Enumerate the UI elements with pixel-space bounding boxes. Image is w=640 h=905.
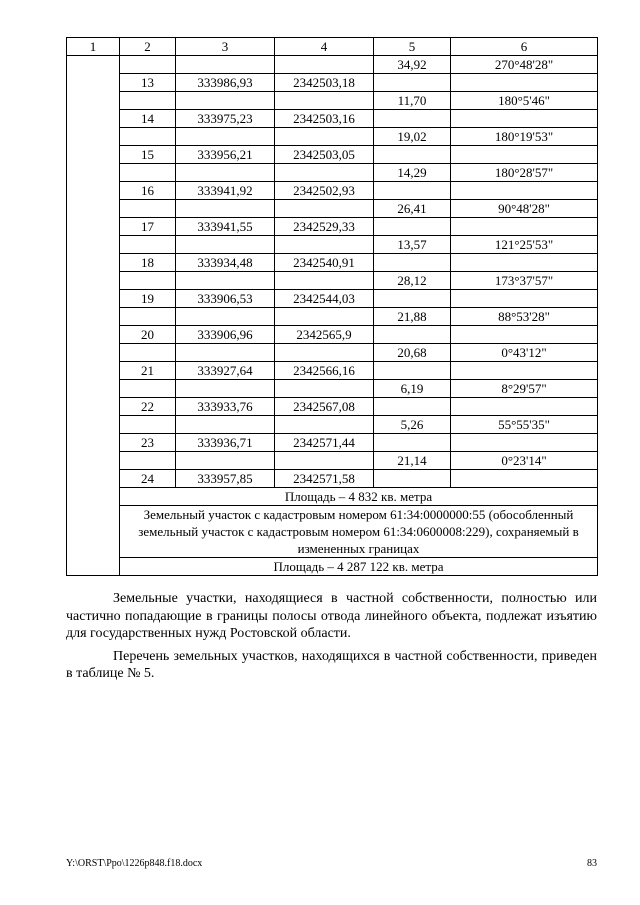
y-coordinate-cell: 2342544,03 bbox=[275, 290, 374, 308]
y-coordinate-cell bbox=[275, 128, 374, 146]
segment-length-cell: 5,26 bbox=[374, 416, 451, 434]
header-cell: 1 bbox=[67, 38, 120, 56]
y-coordinate-cell bbox=[275, 272, 374, 290]
header-cell: 5 bbox=[374, 38, 451, 56]
segment-length-cell: 6,19 bbox=[374, 380, 451, 398]
x-coordinate-cell: 333941,55 bbox=[176, 218, 275, 236]
y-coordinate-cell: 2342503,18 bbox=[275, 74, 374, 92]
x-coordinate-cell: 333941,92 bbox=[176, 182, 275, 200]
direction-angle-cell: 55°55'35" bbox=[451, 416, 598, 434]
coordinates-table bbox=[66, 37, 598, 576]
header-row bbox=[67, 38, 598, 56]
y-coordinate-cell: 2342566,16 bbox=[275, 362, 374, 380]
parcel-note-row bbox=[67, 506, 598, 558]
segment-row bbox=[67, 416, 598, 434]
segment-row bbox=[67, 272, 598, 290]
point-number-cell: 21 bbox=[120, 362, 176, 380]
direction-angle-cell bbox=[451, 470, 598, 488]
point-row bbox=[67, 470, 598, 488]
segment-length-cell bbox=[374, 434, 451, 452]
segment-length-cell: 21,88 bbox=[374, 308, 451, 326]
segment-length-cell: 20,68 bbox=[374, 344, 451, 362]
point-number-cell: 19 bbox=[120, 290, 176, 308]
segment-length-cell bbox=[374, 470, 451, 488]
column1-cell bbox=[67, 56, 120, 576]
direction-angle-cell: 180°5'46" bbox=[451, 92, 598, 110]
point-row bbox=[67, 362, 598, 380]
header-cell: 6 bbox=[451, 38, 598, 56]
direction-angle-cell: 173°37'57" bbox=[451, 272, 598, 290]
y-coordinate-cell: 2342571,44 bbox=[275, 434, 374, 452]
x-coordinate-cell bbox=[176, 200, 275, 218]
point-number-cell bbox=[120, 308, 176, 326]
direction-angle-cell bbox=[451, 110, 598, 128]
direction-angle-cell bbox=[451, 74, 598, 92]
point-row bbox=[67, 398, 598, 416]
y-coordinate-cell: 2342571,58 bbox=[275, 470, 374, 488]
segment-length-cell: 28,12 bbox=[374, 272, 451, 290]
paragraph: Земельные участки, находящиеся в частной собственности, полностью или частично попадающие в границы полосы отвода линейного объекта, подлежат изъятию для государственных нужд Ростовской области. bbox=[66, 591, 597, 641]
point-number-cell: 20 bbox=[120, 326, 176, 344]
direction-angle-cell bbox=[451, 182, 598, 200]
x-coordinate-cell bbox=[176, 272, 275, 290]
x-coordinate-cell: 333956,21 bbox=[176, 146, 275, 164]
point-number-cell bbox=[120, 344, 176, 362]
page-footer bbox=[66, 858, 597, 869]
segment-row bbox=[67, 380, 598, 398]
segment-length-cell: 34,92 bbox=[374, 56, 451, 74]
segment-length-cell bbox=[374, 254, 451, 272]
direction-angle-cell: 0°23'14" bbox=[451, 452, 598, 470]
direction-angle-cell: 270°48'28" bbox=[451, 56, 598, 74]
x-coordinate-cell: 333906,96 bbox=[176, 326, 275, 344]
point-row bbox=[67, 434, 598, 452]
x-coordinate-cell bbox=[176, 452, 275, 470]
point-number-cell bbox=[120, 56, 176, 74]
y-coordinate-cell bbox=[275, 416, 374, 434]
point-number-cell: 24 bbox=[120, 470, 176, 488]
area-cell: Площадь – 4 287 122 кв. метра bbox=[120, 558, 598, 576]
x-coordinate-cell: 333986,93 bbox=[176, 74, 275, 92]
point-row bbox=[67, 110, 598, 128]
segment-row bbox=[67, 308, 598, 326]
point-number-cell: 14 bbox=[120, 110, 176, 128]
y-coordinate-cell bbox=[275, 164, 374, 182]
segment-length-cell: 26,41 bbox=[374, 200, 451, 218]
point-number-cell bbox=[120, 452, 176, 470]
y-coordinate-cell bbox=[275, 200, 374, 218]
segment-length-cell: 13,57 bbox=[374, 236, 451, 254]
x-coordinate-cell: 333957,85 bbox=[176, 470, 275, 488]
point-number-cell bbox=[120, 128, 176, 146]
direction-angle-cell bbox=[451, 326, 598, 344]
segment-length-cell bbox=[374, 326, 451, 344]
area-cell: Площадь – 4 832 кв. метра bbox=[120, 488, 598, 506]
x-coordinate-cell bbox=[176, 308, 275, 326]
direction-angle-cell: 180°19'53" bbox=[451, 128, 598, 146]
x-coordinate-cell: 333936,71 bbox=[176, 434, 275, 452]
point-number-cell: 17 bbox=[120, 218, 176, 236]
direction-angle-cell: 121°25'53" bbox=[451, 236, 598, 254]
point-number-cell bbox=[120, 164, 176, 182]
segment-row bbox=[67, 128, 598, 146]
point-number-cell bbox=[120, 380, 176, 398]
header-cell: 2 bbox=[120, 38, 176, 56]
point-row bbox=[67, 182, 598, 200]
paragraph: Перечень земельных участков, находящихся в частной собственности, приведен в таблице № 5. bbox=[66, 648, 597, 681]
point-row bbox=[67, 290, 598, 308]
x-coordinate-cell: 333975,23 bbox=[176, 110, 275, 128]
direction-angle-cell bbox=[451, 218, 598, 236]
direction-angle-cell bbox=[451, 254, 598, 272]
segment-length-cell: 21,14 bbox=[374, 452, 451, 470]
segment-length-cell: 19,02 bbox=[374, 128, 451, 146]
y-coordinate-cell: 2342565,9 bbox=[275, 326, 374, 344]
point-row bbox=[67, 254, 598, 272]
segment-row bbox=[67, 236, 598, 254]
x-coordinate-cell bbox=[176, 92, 275, 110]
point-number-cell: 22 bbox=[120, 398, 176, 416]
direction-angle-cell bbox=[451, 398, 598, 416]
direction-angle-cell: 88°53'28" bbox=[451, 308, 598, 326]
y-coordinate-cell bbox=[275, 308, 374, 326]
segment-row bbox=[67, 200, 598, 218]
point-row bbox=[67, 146, 598, 164]
point-number-cell: 18 bbox=[120, 254, 176, 272]
y-coordinate-cell bbox=[275, 452, 374, 470]
y-coordinate-cell: 2342502,93 bbox=[275, 182, 374, 200]
header-cell: 3 bbox=[176, 38, 275, 56]
footer-file-path: Y:\ORST\Ppo\1226p848.f18.docx bbox=[66, 858, 203, 869]
point-number-cell bbox=[120, 200, 176, 218]
segment-length-cell bbox=[374, 182, 451, 200]
area-row bbox=[67, 488, 598, 506]
y-coordinate-cell bbox=[275, 236, 374, 254]
y-coordinate-cell: 2342529,33 bbox=[275, 218, 374, 236]
area-row bbox=[67, 558, 598, 576]
point-number-cell: 15 bbox=[120, 146, 176, 164]
y-coordinate-cell bbox=[275, 380, 374, 398]
segment-length-cell bbox=[374, 398, 451, 416]
point-row bbox=[67, 326, 598, 344]
direction-angle-cell bbox=[451, 290, 598, 308]
segment-length-cell bbox=[374, 362, 451, 380]
parcel-note-cell: Земельный участок с кадастровым номером 61:34:0000000:55 (обособленный земельный участок с кадастровым номером 61:34:0600008:229), сохраняемый в измененных границах bbox=[120, 506, 598, 558]
direction-angle-cell bbox=[451, 146, 598, 164]
x-coordinate-cell bbox=[176, 344, 275, 362]
segment-row bbox=[67, 92, 598, 110]
segment-length-cell bbox=[374, 146, 451, 164]
point-number-cell: 13 bbox=[120, 74, 176, 92]
y-coordinate-cell: 2342540,91 bbox=[275, 254, 374, 272]
segment-length-cell bbox=[374, 74, 451, 92]
x-coordinate-cell: 333927,64 bbox=[176, 362, 275, 380]
x-coordinate-cell bbox=[176, 164, 275, 182]
point-number-cell: 23 bbox=[120, 434, 176, 452]
point-row bbox=[67, 218, 598, 236]
point-number-cell bbox=[120, 92, 176, 110]
y-coordinate-cell: 2342503,16 bbox=[275, 110, 374, 128]
direction-angle-cell: 8°29'57" bbox=[451, 380, 598, 398]
y-coordinate-cell bbox=[275, 56, 374, 74]
x-coordinate-cell bbox=[176, 416, 275, 434]
point-number-cell bbox=[120, 416, 176, 434]
header-cell: 4 bbox=[275, 38, 374, 56]
x-coordinate-cell bbox=[176, 56, 275, 74]
x-coordinate-cell bbox=[176, 128, 275, 146]
direction-angle-cell: 0°43'12" bbox=[451, 344, 598, 362]
coordinates-table-body bbox=[67, 38, 598, 576]
point-number-cell bbox=[120, 272, 176, 290]
direction-angle-cell: 90°48'28" bbox=[451, 200, 598, 218]
segment-length-cell: 14,29 bbox=[374, 164, 451, 182]
direction-angle-cell bbox=[451, 434, 598, 452]
segment-row bbox=[67, 164, 598, 182]
page-number: 83 bbox=[587, 858, 597, 869]
x-coordinate-cell bbox=[176, 380, 275, 398]
x-coordinate-cell: 333906,53 bbox=[176, 290, 275, 308]
direction-angle-cell: 180°28'57" bbox=[451, 164, 598, 182]
body-text bbox=[66, 590, 597, 688]
segment-row bbox=[67, 344, 598, 362]
segment-row bbox=[67, 452, 598, 470]
segment-length-cell bbox=[374, 218, 451, 236]
segment-length-cell bbox=[374, 110, 451, 128]
point-number-cell bbox=[120, 236, 176, 254]
x-coordinate-cell bbox=[176, 236, 275, 254]
point-row bbox=[67, 74, 598, 92]
x-coordinate-cell: 333934,48 bbox=[176, 254, 275, 272]
segment-length-cell: 11,70 bbox=[374, 92, 451, 110]
direction-angle-cell bbox=[451, 362, 598, 380]
y-coordinate-cell: 2342503,05 bbox=[275, 146, 374, 164]
point-number-cell: 16 bbox=[120, 182, 176, 200]
y-coordinate-cell: 2342567,08 bbox=[275, 398, 374, 416]
segment-length-cell bbox=[374, 290, 451, 308]
y-coordinate-cell bbox=[275, 92, 374, 110]
y-coordinate-cell bbox=[275, 344, 374, 362]
x-coordinate-cell: 333933,76 bbox=[176, 398, 275, 416]
segment-row bbox=[67, 56, 598, 74]
